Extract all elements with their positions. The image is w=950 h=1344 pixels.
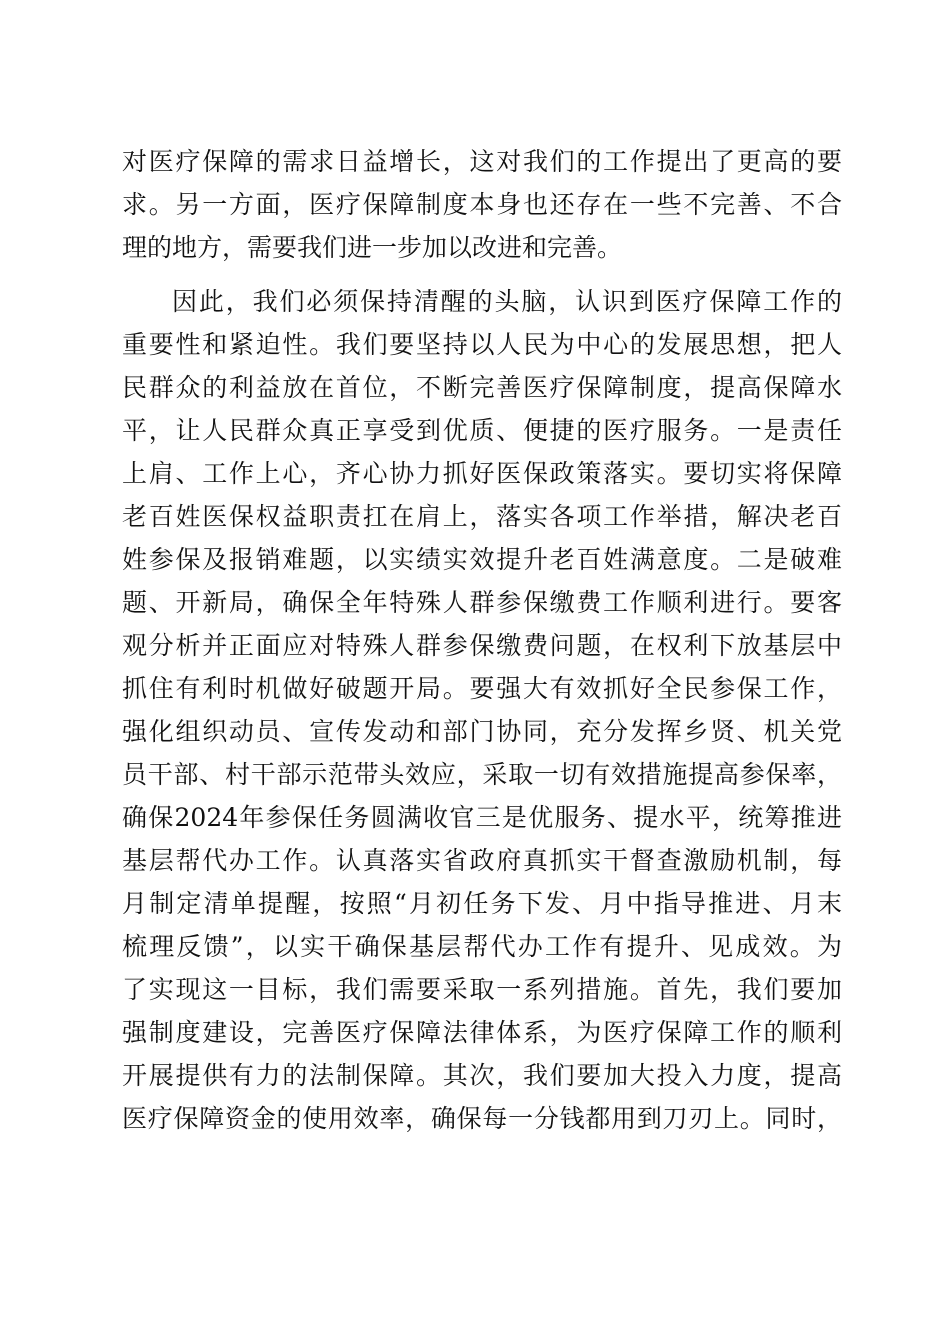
text-line: 抓住有利时机做好破题开局。要强大有效抓好全民参保工作， (122, 674, 842, 703)
text-line: 月制定清单提醒，按照“月初任务下发、月中指导推进、月末 (122, 889, 842, 918)
text-line: 对医疗保障的需求日益增长，这对我们的工作提出了更高的要 (122, 147, 842, 176)
text-line: 强制度建设，完善医疗保障法律体系，为医疗保障工作的顺利 (122, 1018, 842, 1047)
text-line: 上肩、工作上心，齐心协力抓好医保政策落实。要切实将保障 (122, 459, 842, 488)
text-line: 姓参保及报销难题，以实绩实效提升老百姓满意度。二是破难 (122, 545, 842, 574)
text-line: 题、开新局，确保全年特殊人群参保缴费工作顺利进行。要客 (122, 588, 842, 617)
text-line: 因此，我们必须保持清醒的头脑，认识到医疗保障工作的 (172, 287, 842, 316)
text-line: 老百姓医保权益职责扛在肩上，落实各项工作举措，解决老百 (122, 502, 842, 531)
text-line: 观分析并正面应对特殊人群参保缴费问题，在权利下放基层中 (122, 631, 842, 660)
text-line: 理的地方，需要我们进一步加以改进和完善。 (122, 233, 623, 262)
text-line: 医疗保障资金的使用效率，确保每一分钱都用到刀刃上。同时， (122, 1104, 842, 1133)
text-line: 了实现这一目标，我们需要采取一系列措施。首先，我们要加 (122, 975, 842, 1004)
text-line: 梳理反馈”，以实干确保基层帮代办工作有提升、见成效。为 (122, 932, 842, 961)
text-line: 基层帮代办工作。认真落实省政府真抓实干督查激励机制，每 (122, 846, 842, 875)
text-line: 确保2024年参保任务圆满收官三是优服务、提水平，统筹推进 (122, 803, 842, 832)
text-line: 求。另一方面，医疗保障制度本身也还存在一些不完善、不合 (122, 190, 842, 219)
text-line: 开展提供有力的法制保障。其次，我们要加大投入力度，提高 (122, 1061, 842, 1090)
text-line: 重要性和紧迫性。我们要坚持以人民为中心的发展思想，把人 (122, 330, 842, 359)
text-line: 平，让人民群众真正享受到优质、便捷的医疗服务。一是责任 (122, 416, 842, 445)
text-line: 强化组织动员、宣传发动和部门协同，充分发挥乡贤、机关党 (122, 717, 842, 746)
text-line: 员干部、村干部示范带头效应，采取一切有效措施提高参保率， (122, 760, 842, 789)
text-line: 民群众的利益放在首位，不断完善医疗保障制度，提高保障水 (122, 373, 842, 402)
